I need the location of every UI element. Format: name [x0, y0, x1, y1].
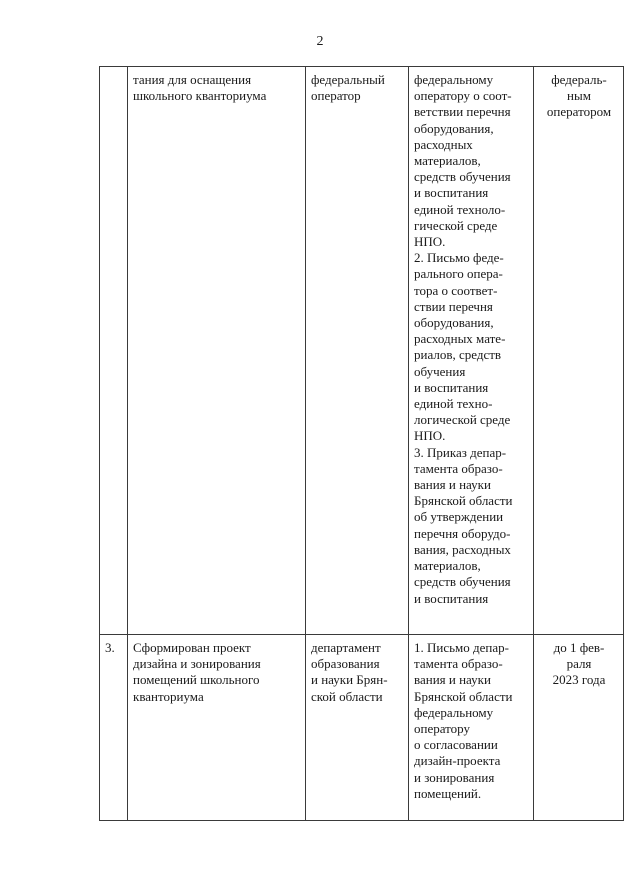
row-number-cell	[100, 635, 128, 821]
text-line: департамент	[311, 640, 381, 655]
text-line: и зонирования	[414, 769, 495, 785]
text-line: 2. Письмо феде-	[414, 250, 504, 266]
text-line: расходных мате-	[414, 331, 506, 347]
text-line: оборудования,	[414, 315, 494, 331]
text-line: средств обучения	[414, 574, 511, 590]
text-line: Брянской области	[414, 493, 513, 509]
text-line: и науки Брян-	[311, 672, 388, 688]
text-line: материалов,	[414, 558, 481, 574]
text-line: до 1 фев-	[553, 640, 605, 655]
text-line: раля	[566, 656, 592, 672]
text-line: помещений школьного	[133, 672, 260, 688]
row-number-cell	[100, 67, 128, 635]
text-line: единой техно-	[414, 396, 493, 412]
text-line: вания и науки	[414, 477, 491, 493]
text-line: рального опера-	[414, 266, 503, 282]
deadline-cell	[534, 635, 624, 821]
document-cell	[409, 635, 534, 821]
text-line: 3. Приказ депар-	[414, 444, 507, 460]
text-line: Сформирован проект	[133, 640, 251, 655]
text-line: оператором	[546, 104, 612, 120]
text-line: ветствии перечня	[414, 104, 511, 120]
text-line: тамента образо-	[414, 656, 503, 672]
text-line: и воспитания	[414, 590, 489, 606]
text-line: ствии перечня	[414, 298, 493, 314]
table-row	[100, 635, 624, 821]
text-line: федеральный	[311, 72, 385, 87]
text-line: федеральному	[414, 704, 494, 720]
text-line: тора о соответ-	[414, 282, 498, 298]
text-line: оператору о соот-	[414, 88, 512, 104]
text-line: риалов, средств	[414, 347, 502, 363]
document-cell	[409, 67, 534, 635]
text-line: о согласовании	[414, 737, 498, 753]
text-line: оператору	[414, 721, 470, 737]
text-line: 2023 года	[552, 672, 606, 688]
page-number: 2	[316, 34, 324, 49]
text-line: вания и науки	[414, 672, 491, 688]
text-line: расходных	[414, 136, 473, 152]
text-line: об утверждении	[414, 509, 504, 525]
text-line: единой техноло-	[414, 201, 506, 217]
text-line: НПО.	[414, 234, 446, 250]
responsible-cell	[306, 67, 409, 635]
text-line: школьного кванториума	[133, 88, 267, 104]
text-line: ным	[567, 88, 591, 104]
text-line: Брянской области	[414, 688, 513, 704]
text-line: оборудования,	[414, 120, 494, 136]
text-line: 1. Письмо депар-	[414, 640, 509, 655]
table-row	[100, 67, 624, 635]
text-line: НПО.	[414, 428, 446, 444]
text-line: кванториума	[133, 688, 204, 704]
text-line: средств обучения	[414, 169, 511, 185]
row-number: 3.	[105, 640, 115, 655]
text-line: образования	[311, 656, 380, 672]
text-line: дизайн-проекта	[414, 753, 501, 769]
text-line: тания для оснащения	[133, 72, 252, 87]
event-cell	[128, 67, 306, 635]
text-line: ской области	[311, 688, 383, 704]
text-line: федераль-	[551, 72, 607, 87]
text-line: материалов,	[414, 153, 481, 169]
text-line: вания, расходных	[414, 541, 511, 557]
text-line: перечня оборудо-	[414, 525, 511, 541]
text-line: дизайна и зонирования	[133, 656, 261, 672]
deadline-cell	[534, 67, 624, 635]
text-line: помещений.	[414, 785, 482, 801]
text-line: и воспитания	[414, 185, 489, 201]
text-line: оператор	[311, 88, 361, 104]
text-line: и воспитания	[414, 379, 489, 395]
text-line: гической среде	[414, 217, 498, 233]
text-line: логической среде	[414, 412, 511, 428]
text-line: тамента образо-	[414, 460, 503, 476]
text-line: федеральному	[414, 72, 494, 87]
event-cell	[128, 635, 306, 821]
plan-table	[99, 66, 624, 821]
responsible-cell	[306, 635, 409, 821]
text-line: обучения	[414, 363, 466, 379]
